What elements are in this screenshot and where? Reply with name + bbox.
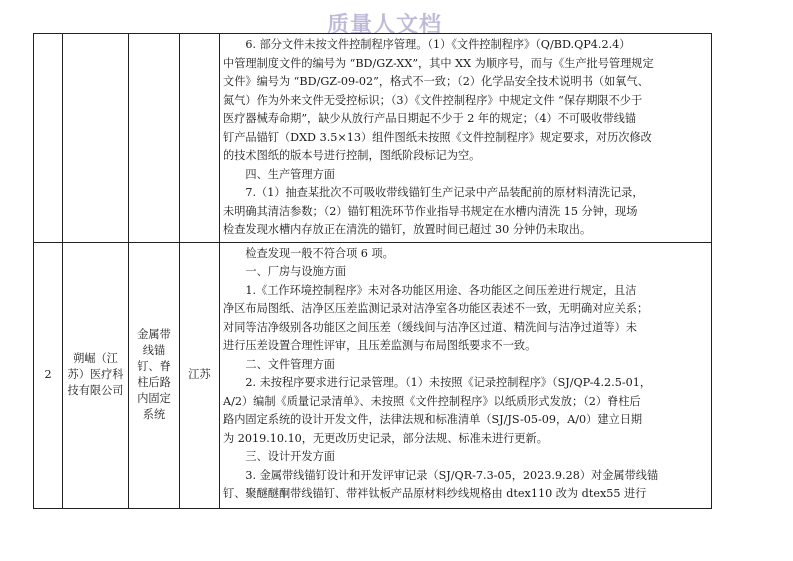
province-cell bbox=[180, 34, 220, 243]
product-cell bbox=[129, 34, 180, 243]
findings-line: 一、厂房与设施方面 bbox=[223, 265, 347, 278]
findings-line: A/2）编制《质量记录清单》、未按照《文件控制程序》以纸质形式发放；（2）脊柱后 bbox=[223, 394, 641, 408]
findings-line: 的技术图纸的版本号进行控制，图纸阶段标记为空。 bbox=[223, 149, 481, 162]
index-cell bbox=[34, 34, 63, 243]
table-row bbox=[34, 242, 712, 508]
findings-line: 路内固定系统的设计开发文件，法律法规和标准清单（SJ/JS-05-09，A/0）建立日期 bbox=[223, 413, 643, 426]
findings-line: 7.（1）抽查某批次不可吸收带线锚钉生产记录中产品装配前的原材料清洗记录， bbox=[223, 186, 644, 199]
findings-line: 医疗器械寿命期”，缺少从放行产品日期起不少于 2 年的规定；（4）不可吸收带线锚 bbox=[223, 112, 637, 125]
findings-line: 进行压差设置合理性评审，且压差监测与布局图纸要求不一致。 bbox=[223, 339, 537, 352]
findings-cell bbox=[220, 34, 712, 243]
findings-cell bbox=[220, 242, 712, 508]
findings-line: 3. 金属带线锚钉设计和开发评审记录（SJ/QR-7.3-05，2023.9.28）对金属带线锚 bbox=[223, 468, 659, 482]
findings-line: 中管理制度文件的编号为 “BD/GZ-XX”，其中 XX 为顺序号，而与《生产批号管理规定 bbox=[223, 56, 654, 70]
findings-line: 钉产品锚钉（DXD 3.5×13）组件图纸未按照《文件控制程序》规定要求，对历次修改 bbox=[223, 130, 652, 144]
findings-line: 二、文件管理方面 bbox=[223, 357, 335, 371]
inspection-table bbox=[33, 33, 712, 509]
findings-line: 2. 未按程序要求进行记录管理。（1）未按照《记录控制程序》（SJ/QP-4.2.5-01， bbox=[223, 376, 652, 389]
findings-line: 三、设计开发方面 bbox=[223, 450, 335, 463]
company-cell bbox=[63, 34, 129, 243]
findings-line: 未明确其清洁参数；（2）锚钉粗洗环节作业指导书规定在水槽内清洗 15 分钟，现场 bbox=[223, 204, 638, 218]
findings-line: 钉、聚醚醚酮带线锚钉、带袢钛板产品原材料纱线规格由 dtex110 改为 dtex55 进行 bbox=[223, 487, 647, 500]
table-row bbox=[34, 34, 712, 243]
findings-line: 检查发现一般不符合项 6 项。 bbox=[223, 246, 394, 260]
findings-line: 对同等洁净级别各功能区之间压差（缓线间与洁净区过道、精洗间与洁净过道等）未 bbox=[223, 320, 637, 334]
province-cell: 江苏 bbox=[180, 242, 220, 508]
findings-line: 四、生产管理方面 bbox=[223, 167, 335, 181]
findings-line: 氮气）作为外来文件无受控标识；（3）《文件控制程序》中规定文件 “保存期限不少于 bbox=[223, 93, 643, 107]
findings-line: 为 2019.10.10，无更改历史记录，部分法规、标准未进行更新。 bbox=[223, 431, 548, 445]
index-cell: 2 bbox=[34, 242, 63, 508]
company-cell: 朔崛（江苏）医疗科技有限公司 bbox=[63, 242, 129, 508]
findings-line: 1.《工作环境控制程序》未对各功能区用途、各功能区之间压差进行规定，且洁 bbox=[223, 283, 637, 297]
watermark-logo: 质量人文档 bbox=[327, 13, 443, 38]
product-cell: 金属带线锚钉、脊柱后路内固定系统 bbox=[129, 242, 180, 508]
findings-line: 文件》编号为 “BD/GZ-09-02”，格式不一致；（2）化学品安全技术说明书（如氧气、 bbox=[223, 75, 649, 88]
findings-line: 6. 部分文件未按文件控制程序管理。（1）《文件控制程序》（Q/BD.QP4.2.4） bbox=[223, 38, 631, 51]
findings-line: 净区布局图纸、洁净区压差监测记录对洁净室各功能区表述不一致，无明确对应关系； bbox=[223, 302, 649, 315]
findings-line: 检查发现水槽内存放正在清洗的锚钉，放置时间已超过 30 分钟仍未取出。 bbox=[223, 223, 592, 236]
